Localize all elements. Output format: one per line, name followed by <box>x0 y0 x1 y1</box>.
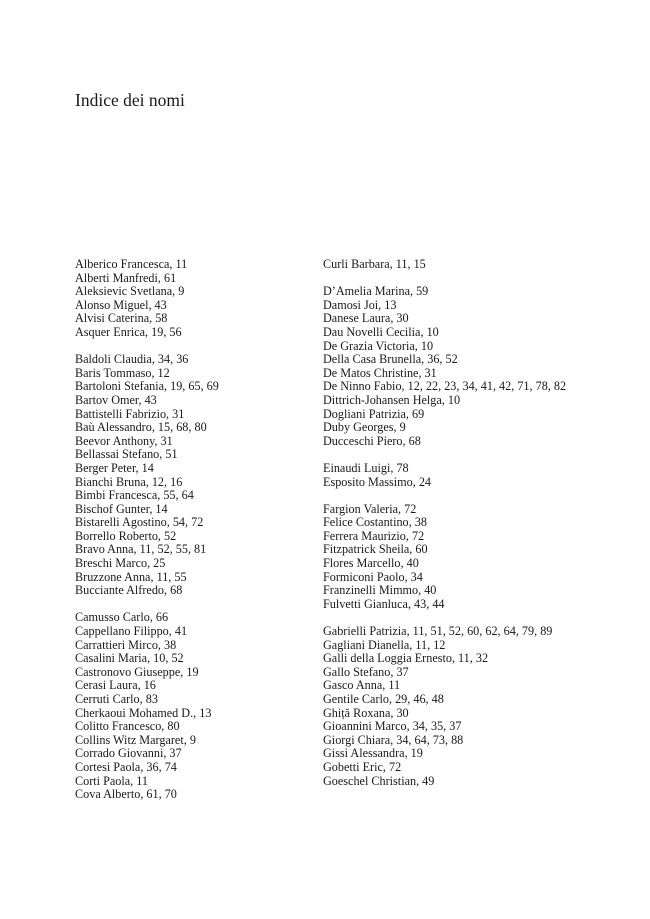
index-entry: De Grazia Victoria, 10 <box>323 338 434 353</box>
index-entry: Cerruti Carlo, 83 <box>75 692 158 706</box>
index-entry: Duby Georges, 9 <box>323 420 406 435</box>
index-entry: Einaudi Luigi, 78 <box>323 460 409 475</box>
index-entry: Felice Costantino, 38 <box>323 515 427 530</box>
index-entry: Dogliani Patrizia, 69 <box>323 406 425 421</box>
index-entry: De Matos Christine, 31 <box>323 365 437 380</box>
index-entry: Cherkaoui Mohamed D., 13 <box>75 705 212 720</box>
index-entry: Gasco Anna, 11 <box>323 678 401 693</box>
index-entry: Gentile Carlo, 29, 46, 48 <box>323 692 444 706</box>
index-entry: Fulvetti Gianluca, 43, 44 <box>323 596 445 611</box>
index-entry: Corti Paola, 11 <box>75 773 149 788</box>
index-entry: Cerasi Laura, 16 <box>75 678 156 693</box>
index-entry: Alvisi Caterina, 58 <box>75 311 168 326</box>
index-entry: Battistelli Fabrizio, 31 <box>75 406 185 421</box>
index-entry: Breschi Marco, 25 <box>75 556 166 571</box>
index-entry: Gabrielli Patrizia, 11, 51, 52, 60, 62, 64, 79, 89 <box>323 624 553 639</box>
index-entry: Berger Peter, 14 <box>75 460 154 475</box>
index-entry: Baù Alessandro, 15, 68, 80 <box>75 420 207 435</box>
index-entry: Bimbi Francesca, 55, 64 <box>75 488 194 503</box>
index-entry: Alberti Manfredi, 61 <box>75 270 177 285</box>
index-letter-group <box>75 611 305 801</box>
index-letter-group <box>323 258 588 272</box>
index-entry: D’Amelia Marina, 59 <box>323 284 429 299</box>
index-entry: Ghiță Roxana, 30 <box>323 705 409 720</box>
index-entry: Bartoloni Stefania, 19, 65, 69 <box>75 379 219 394</box>
index-entry: Ferrera Maurizio, 72 <box>323 528 425 543</box>
index-entry: Corrado Giovanni, 37 <box>75 746 182 761</box>
index-letter-group <box>323 462 588 489</box>
index-entry: Damosi Joi, 13 <box>323 297 397 312</box>
index-entry: Fitzpatrick Sheila, 60 <box>323 542 428 557</box>
index-entry: Alonso Miguel, 43 <box>75 297 167 312</box>
index-letter-group <box>323 285 588 448</box>
index-entry: Della Casa Brunella, 36, 52 <box>323 352 458 367</box>
index-entry: Colitto Francesco, 80 <box>75 719 180 734</box>
index-entry: De Ninno Fabio, 12, 22, 23, 34, 41, 42, 71, 78, 82 <box>323 379 567 394</box>
index-entry: Beevor Anthony, 31 <box>75 433 173 448</box>
index-entry: Bartov Omer, 43 <box>75 392 157 407</box>
index-entry: Aleksievic Svetlana, 9 <box>75 284 185 299</box>
index-letter-group <box>75 258 305 340</box>
index-entry: Fargion Valeria, 72 <box>323 501 417 516</box>
index-entry: Collins Witz Margaret, 9 <box>75 732 196 747</box>
index-entry: Asquer Enrica, 19, 56 <box>75 324 182 339</box>
index-entry: Alberico Francesca, 11 <box>75 257 188 271</box>
index-entry: Baldoli Claudia, 34, 36 <box>75 352 189 367</box>
index-entry: Cova Alberto, 61, 70 <box>75 787 177 802</box>
index-entry: Galli della Loggia Ernesto, 11, 32 <box>323 651 489 666</box>
index-letter-group <box>323 503 588 612</box>
index-entry: Dittrich-Johansen Helga, 10 <box>323 392 461 407</box>
index-entry: Borrello Roberto, 52 <box>75 528 177 543</box>
index-entry: Curli Barbara, 11, 15 <box>323 257 426 271</box>
index-entry: Dau Novelli Cecilia, 10 <box>323 324 439 339</box>
index-entry: Bischof Gunter, 14 <box>75 501 168 516</box>
index-entry: Casalini Maria, 10, 52 <box>75 651 184 666</box>
index-entry: Esposito Massimo, 24 <box>323 474 432 489</box>
index-entry: Giorgi Chiara, 34, 64, 73, 88 <box>323 732 464 747</box>
index-entry: Gagliani Dianella, 11, 12 <box>323 637 446 652</box>
index-entry: Formiconi Paolo, 34 <box>323 569 423 584</box>
index-entry: Baris Tommaso, 12 <box>75 365 170 380</box>
index-entry: Carrattieri Mirco, 38 <box>75 637 177 652</box>
index-entry: Goeschel Christian, 49 <box>323 773 435 788</box>
index-entry: Gallo Stefano, 37 <box>323 664 409 679</box>
index-entry: Gissi Alessandra, 19 <box>323 746 423 761</box>
index-letter-group <box>323 625 588 788</box>
index-entry: Gobetti Eric, 72 <box>323 759 402 774</box>
index-entry: Bucciante Alfredo, 68 <box>75 583 183 598</box>
index-entry: Cortesi Paola, 36, 74 <box>75 759 177 774</box>
index-entry: Bellassai Stefano, 51 <box>75 447 178 462</box>
index-entry: Bianchi Bruna, 12, 16 <box>75 474 183 489</box>
index-entry: Castronovo Giuseppe, 19 <box>75 664 199 679</box>
index-entry: Franzinelli Mimmo, 40 <box>323 583 437 598</box>
index-column-right <box>323 258 588 802</box>
page-title: Indice dei nomi <box>75 90 185 110</box>
index-entry: Bistarelli Agostino, 54, 72 <box>75 515 204 530</box>
index-entry: Gioannini Marco, 34, 35, 37 <box>323 719 462 734</box>
index-entry: Cappellano Filippo, 41 <box>75 624 188 639</box>
index-entry: Flores Marcello, 40 <box>323 556 419 571</box>
index-entry: Danese Laura, 30 <box>323 311 409 326</box>
index-entry: Camusso Carlo, 66 <box>75 610 169 625</box>
index-entry: Bruzzone Anna, 11, 55 <box>75 569 187 584</box>
index-entry: Bravo Anna, 11, 52, 55, 81 <box>75 542 207 557</box>
index-letter-group <box>75 353 305 598</box>
index-column-left <box>75 258 305 815</box>
index-entry: Ducceschi Piero, 68 <box>323 433 421 448</box>
